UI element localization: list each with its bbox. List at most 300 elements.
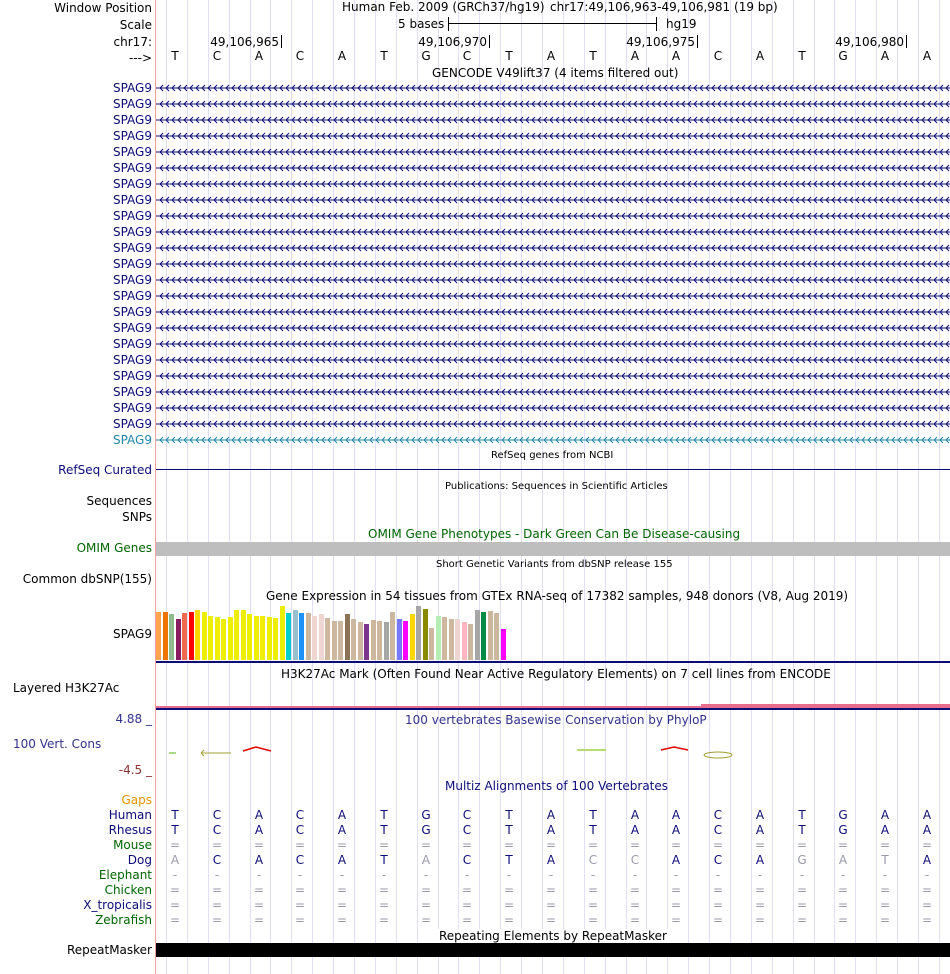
gtex-tissue-bar[interactable]	[325, 618, 330, 660]
h3k27ac-baseline	[156, 708, 950, 710]
alignment-base: =	[921, 838, 933, 852]
snps-track-label[interactable]: SNPs	[122, 510, 152, 524]
gtex-baseline	[156, 661, 950, 663]
alignment-base: =	[420, 838, 432, 852]
alignment-base: -	[339, 868, 345, 882]
alignment-base: =	[921, 898, 933, 912]
alignment-base: =	[253, 898, 265, 912]
alignment-base: =	[336, 883, 348, 897]
gencode-gene-label[interactable]: SPAG9	[112, 241, 152, 255]
gencode-transcript-line[interactable]	[156, 273, 950, 287]
alignment-base: A	[880, 808, 890, 822]
gencode-transcript-line[interactable]	[156, 369, 950, 383]
alignment-base: C	[295, 823, 305, 837]
gencode-gene-label[interactable]: SPAG9	[112, 353, 152, 367]
phylop-track-title: 100 vertebrates Basewise Conservation by PhyloP	[405, 713, 707, 727]
gencode-transcript-line[interactable]	[156, 209, 950, 223]
phylop-max-label: 4.88 _	[115, 712, 152, 726]
alignment-base: =	[420, 898, 432, 912]
sequence-base: C	[295, 49, 305, 63]
alignment-base: =	[879, 883, 891, 897]
gtex-tissue-bar[interactable]	[468, 624, 473, 660]
gtex-tissue-bar[interactable]	[351, 619, 356, 660]
gtex-tissue-bar[interactable]	[364, 624, 369, 660]
alignment-base: =	[378, 838, 390, 852]
species-label: Elephant	[98, 868, 152, 882]
alignment-base: -	[172, 868, 178, 882]
alignment-base: A	[671, 853, 681, 867]
alignment-base: =	[754, 913, 766, 927]
alignment-base: A	[755, 853, 765, 867]
gtex-tissue-bar[interactable]	[293, 610, 298, 660]
gtex-tissue-bar[interactable]	[475, 610, 480, 660]
alignment-base: A	[755, 823, 765, 837]
alignment-base: =	[253, 838, 265, 852]
gencode-gene-label[interactable]: SPAG9	[112, 337, 152, 351]
alignment-base: A	[922, 808, 932, 822]
dbsnp-track-label[interactable]: Common dbSNP(155)	[22, 572, 152, 586]
alignment-base: T	[380, 823, 388, 837]
coordinate-tick-mark	[489, 35, 490, 48]
alignment-base: =	[336, 913, 348, 927]
species-label: Rhesus	[108, 823, 152, 837]
gtex-tissue-bar[interactable]	[163, 612, 168, 660]
alignment-base: =	[503, 913, 515, 927]
gtex-tissue-bar[interactable]	[221, 619, 226, 660]
assembly-text: Human Feb. 2009 (GRCh37/hg19)	[342, 0, 545, 14]
gtex-tissue-bar[interactable]	[332, 621, 337, 660]
gtex-tissue-bar[interactable]	[371, 620, 376, 660]
gencode-gene-label[interactable]: SPAG9	[112, 257, 152, 271]
gencode-transcript-line[interactable]	[156, 193, 950, 207]
gencode-transcript-line[interactable]	[156, 433, 950, 447]
alignment-base: C	[713, 808, 723, 822]
alignment-base: =	[754, 883, 766, 897]
gtex-tissue-bar[interactable]	[377, 621, 382, 660]
alignment-base: =	[461, 913, 473, 927]
alignment-base: C	[713, 853, 723, 867]
gtex-tissue-bar[interactable]	[169, 614, 174, 660]
gtex-tissue-bar[interactable]	[176, 619, 181, 660]
gencode-transcript-line[interactable]	[156, 257, 950, 271]
alignment-base: A	[254, 853, 264, 867]
species-label: Dog	[127, 853, 152, 867]
gencode-transcript-line[interactable]	[156, 81, 950, 95]
alignment-base: -	[214, 868, 220, 882]
alignment-base: G	[838, 823, 848, 837]
alignment-base: =	[629, 913, 641, 927]
gencode-transcript-line[interactable]	[156, 97, 950, 111]
gtex-tissue-bar[interactable]	[488, 611, 493, 660]
alignment-base: =	[211, 883, 223, 897]
alignment-base: =	[169, 913, 181, 927]
species-label: Zebrafish	[95, 913, 152, 927]
refseq-gene-line[interactable]	[156, 469, 950, 470]
alignment-base: -	[840, 868, 846, 882]
refseq-track-label[interactable]: RefSeq Curated	[58, 463, 152, 477]
gencode-gene-label[interactable]: SPAG9	[112, 289, 152, 303]
alignment-base: A	[755, 808, 765, 822]
gtex-tissue-bar[interactable]	[455, 619, 460, 660]
gaps-label: Gaps	[121, 793, 152, 807]
alignment-base: G	[838, 808, 848, 822]
gencode-transcript-line[interactable]	[156, 401, 950, 415]
sequence-base: A	[546, 49, 556, 63]
scale-bar	[448, 17, 657, 31]
gtex-tissue-bar[interactable]	[299, 613, 304, 660]
alignment-base: =	[294, 838, 306, 852]
alignment-base: T	[505, 853, 513, 867]
alignment-base: A	[922, 853, 932, 867]
coordinate-tick-label: 49,106,980	[835, 35, 904, 49]
publications-track-title: Publications: Sequences in Scientific Articles	[445, 481, 668, 492]
gtex-tissue-bar[interactable]	[286, 613, 291, 660]
alignment-base: =	[545, 883, 557, 897]
h3k27ac-track-title: H3K27Ac Mark (Often Found Near Active Regulatory Elements) on 7 cell lines from ENCODE	[281, 667, 831, 681]
alignment-base: A	[421, 853, 431, 867]
alignment-base: =	[670, 883, 682, 897]
alignment-base: =	[712, 898, 724, 912]
alignment-base: =	[378, 898, 390, 912]
alignment-base: -	[924, 868, 930, 882]
alignment-base: =	[378, 883, 390, 897]
gtex-tissue-bar[interactable]	[494, 613, 499, 660]
alignment-base: -	[297, 868, 303, 882]
alignment-base: =	[629, 838, 641, 852]
multiz-track-title: Multiz Alignments of 100 Vertebrates	[445, 779, 669, 793]
gtex-tissue-bar[interactable]	[384, 622, 389, 660]
coordinate-tick-label: 49,106,975	[626, 35, 695, 49]
alignment-base: -	[757, 868, 763, 882]
alignment-base: =	[629, 898, 641, 912]
alignment-base: A	[254, 808, 264, 822]
alignment-base: =	[837, 883, 849, 897]
gtex-track-label[interactable]: SPAG9	[112, 627, 152, 641]
gencode-transcript-line[interactable]	[156, 129, 950, 143]
alignment-base: =	[294, 883, 306, 897]
alignment-base: A	[838, 853, 848, 867]
gtex-tissue-bar[interactable]	[156, 612, 161, 660]
gencode-transcript-line[interactable]	[156, 417, 950, 431]
gtex-tissue-bar[interactable]	[228, 617, 233, 660]
alignment-base: =	[336, 838, 348, 852]
gtex-tissue-bar[interactable]	[312, 616, 317, 660]
h3k27ac-track-label[interactable]: Layered H3K27Ac	[13, 681, 120, 695]
gencode-gene-label[interactable]: SPAG9	[112, 385, 152, 399]
alignment-base: =	[629, 883, 641, 897]
gencode-gene-label[interactable]: SPAG9	[112, 305, 152, 319]
chromosome-label: chr17:	[113, 35, 152, 49]
position-text: chr17:49,106,963-49,106,981 (19 bp)	[550, 0, 778, 14]
track-label-column	[0, 0, 155, 974]
alignment-base: T	[881, 853, 889, 867]
gencode-gene-label[interactable]: SPAG9	[112, 401, 152, 415]
refseq-track-title: RefSeq genes from NCBI	[491, 450, 614, 461]
gencode-transcript-line[interactable]	[156, 353, 950, 367]
gtex-tissue-bar[interactable]	[247, 614, 252, 660]
gencode-gene-label[interactable]: SPAG9	[112, 161, 152, 175]
sequence-base: A	[630, 49, 640, 63]
gtex-tissue-bar[interactable]	[442, 617, 447, 660]
gtex-tissue-bar[interactable]	[358, 622, 363, 660]
alignment-base: C	[462, 823, 472, 837]
coordinate-tick-mark	[697, 35, 698, 48]
gencode-gene-label[interactable]: SPAG9	[112, 369, 152, 383]
alignment-base: =	[378, 913, 390, 927]
alignment-base: -	[799, 868, 805, 882]
phylop-marks	[169, 747, 732, 758]
alignment-base: T	[380, 808, 388, 822]
sequence-base: G	[421, 49, 431, 63]
alignment-base: A	[337, 853, 347, 867]
alignment-base: =	[796, 838, 808, 852]
alignment-base: =	[503, 838, 515, 852]
alignment-base: A	[170, 853, 180, 867]
alignment-base: A	[630, 823, 640, 837]
alignment-base: =	[211, 898, 223, 912]
gencode-transcript-line[interactable]	[156, 385, 950, 399]
gencode-gene-label[interactable]: SPAG9	[112, 129, 152, 143]
gtex-tissue-bar[interactable]	[338, 621, 343, 660]
alignment-base: =	[545, 898, 557, 912]
gtex-tissue-bar[interactable]	[260, 616, 265, 660]
sequences-track-label[interactable]: Sequences	[86, 494, 152, 508]
scale-db-text: hg19	[666, 17, 697, 31]
alignment-base: -	[590, 868, 596, 882]
alignment-base: =	[921, 913, 933, 927]
sequence-base: T	[798, 49, 806, 63]
alignment-base: =	[294, 913, 306, 927]
species-label: X_tropicalis	[83, 898, 152, 912]
gtex-tissue-bar[interactable]	[403, 621, 408, 660]
alignment-base: T	[589, 808, 597, 822]
gencode-gene-label[interactable]: SPAG9	[112, 193, 152, 207]
gtex-tissue-bar[interactable]	[215, 617, 220, 660]
gtex-tissue-bar[interactable]	[182, 613, 187, 660]
alignment-base: -	[464, 868, 470, 882]
gtex-tissue-bar[interactable]	[501, 629, 506, 660]
gencode-transcript-line[interactable]	[156, 241, 950, 255]
track-data-area[interactable]	[156, 0, 950, 974]
alignment-base: A	[922, 823, 932, 837]
gtex-tissue-bar[interactable]	[241, 610, 246, 660]
gencode-transcript-line[interactable]	[156, 321, 950, 335]
alignment-base: =	[921, 883, 933, 897]
alignment-base: T	[798, 823, 806, 837]
gencode-transcript-line[interactable]	[156, 161, 950, 175]
alignment-base: =	[670, 913, 682, 927]
alignment-base: =	[670, 838, 682, 852]
alignment-base: =	[712, 838, 724, 852]
scale-label: Scale	[119, 18, 152, 32]
alignment-base: T	[589, 823, 597, 837]
gtex-track-title: Gene Expression in 54 tissues from GTEx RNA-seq of 17382 samples, 948 donors (V8, Aug 2019)	[266, 589, 849, 603]
alignment-base: -	[673, 868, 679, 882]
gtex-tissue-bar[interactable]	[234, 610, 239, 660]
alignment-base: A	[546, 823, 556, 837]
alignment-base: =	[796, 913, 808, 927]
gtex-tissue-bar[interactable]	[273, 618, 278, 660]
gtex-tissue-bar[interactable]	[306, 613, 311, 660]
alignment-base: =	[754, 838, 766, 852]
sequence-base: A	[922, 49, 932, 63]
dbsnp-track-title: Short Genetic Variants from dbSNP release 155	[436, 559, 673, 570]
gtex-tissue-bar[interactable]	[189, 612, 194, 660]
alignment-base: =	[211, 913, 223, 927]
gtex-tissue-bar[interactable]	[410, 614, 415, 660]
alignment-base: =	[545, 838, 557, 852]
alignment-base: -	[381, 868, 387, 882]
gtex-tissue-bar[interactable]	[254, 616, 259, 660]
coordinate-tick-label: 49,106,970	[418, 35, 487, 49]
gencode-gene-label[interactable]: SPAG9	[112, 433, 152, 447]
gtex-tissue-bar[interactable]	[195, 610, 200, 660]
alignment-base: =	[587, 898, 599, 912]
alignment-base: A	[546, 808, 556, 822]
gtex-tissue-bar[interactable]	[429, 628, 434, 660]
alignment-base: =	[879, 898, 891, 912]
alignment-base: -	[548, 868, 554, 882]
alignment-base: T	[171, 823, 179, 837]
gencode-transcript-line[interactable]	[156, 225, 950, 239]
strand-direction-label: --->	[128, 51, 152, 65]
alignment-base: C	[295, 853, 305, 867]
alignment-base: =	[712, 913, 724, 927]
alignment-base: A	[337, 823, 347, 837]
alignment-base: =	[420, 913, 432, 927]
gencode-gene-label[interactable]: SPAG9	[112, 273, 152, 287]
omim-track-label[interactable]: OMIM Genes	[76, 541, 152, 555]
gencode-gene-label[interactable]: SPAG9	[112, 97, 152, 111]
sequence-base: A	[755, 49, 765, 63]
alignment-base: C	[630, 853, 640, 867]
alignment-base: =	[461, 883, 473, 897]
gtex-tissue-bar[interactable]	[267, 617, 272, 660]
gencode-track-title: GENCODE V49lift37 (4 items filtered out)	[432, 66, 679, 80]
gtex-tissue-bar[interactable]	[345, 614, 350, 660]
alignment-base: -	[256, 868, 262, 882]
sequence-base: T	[171, 49, 179, 63]
species-label: Human	[108, 808, 152, 822]
omim-gene-bar[interactable]	[156, 542, 950, 556]
alignment-base: C	[462, 808, 472, 822]
gencode-gene-label[interactable]: SPAG9	[112, 417, 152, 431]
gtex-tissue-bar[interactable]	[462, 622, 467, 660]
alignment-base: -	[506, 868, 512, 882]
gencode-transcript-line[interactable]	[156, 305, 950, 319]
gencode-transcript-line[interactable]	[156, 113, 950, 127]
alignment-base: =	[336, 898, 348, 912]
alignment-base: C	[462, 853, 472, 867]
gtex-bar-chart[interactable]	[156, 603, 556, 660]
alignment-base: C	[588, 853, 598, 867]
coordinate-tick-mark	[281, 35, 282, 48]
alignment-base: =	[837, 913, 849, 927]
alignment-base: =	[587, 913, 599, 927]
alignment-base: -	[882, 868, 888, 882]
gencode-gene-label[interactable]: SPAG9	[112, 225, 152, 239]
coordinate-tick-mark	[906, 35, 907, 48]
gencode-gene-label[interactable]: SPAG9	[112, 113, 152, 127]
gtex-tissue-bar[interactable]	[390, 612, 395, 660]
alignment-base: C	[295, 808, 305, 822]
alignment-base: =	[712, 883, 724, 897]
alignment-base: =	[253, 913, 265, 927]
alignment-base: A	[880, 823, 890, 837]
alignment-base: =	[879, 838, 891, 852]
sequence-base: A	[254, 49, 264, 63]
alignment-base: =	[211, 838, 223, 852]
coordinate-tick-label: 49,106,965	[210, 35, 279, 49]
alignment-base: C	[713, 823, 723, 837]
alignment-base: -	[715, 868, 721, 882]
species-label: Chicken	[104, 883, 152, 897]
gencode-gene-label[interactable]: SPAG9	[112, 177, 152, 191]
gencode-gene-label[interactable]: SPAG9	[112, 209, 152, 223]
alignment-base: =	[587, 838, 599, 852]
sequence-base: A	[337, 49, 347, 63]
alignment-base: =	[754, 898, 766, 912]
alignment-base: A	[671, 823, 681, 837]
phylop-wiggle[interactable]	[156, 735, 950, 775]
gencode-transcript-line[interactable]	[156, 177, 950, 191]
sequence-base: T	[380, 49, 388, 63]
alignment-base: A	[671, 808, 681, 822]
gtex-tissue-bar[interactable]	[208, 616, 213, 660]
repeatmasker-bar[interactable]	[156, 943, 950, 957]
alignment-base: =	[461, 898, 473, 912]
alignment-base: =	[503, 898, 515, 912]
alignment-base: =	[796, 883, 808, 897]
gencode-transcript-line[interactable]	[156, 337, 950, 351]
phylop-track-label[interactable]: 100 Vert. Cons	[13, 737, 102, 751]
gtex-tissue-bar[interactable]	[423, 609, 428, 660]
alignment-base: C	[212, 823, 222, 837]
alignment-base: =	[169, 898, 181, 912]
alignment-base: G	[797, 853, 807, 867]
gtex-tissue-bar[interactable]	[280, 606, 285, 660]
gtex-tissue-bar[interactable]	[319, 614, 324, 660]
alignment-base: =	[503, 883, 515, 897]
sequence-base: C	[212, 49, 222, 63]
gencode-transcript-line[interactable]	[156, 145, 950, 159]
gtex-tissue-bar[interactable]	[481, 612, 486, 660]
gtex-tissue-bar[interactable]	[449, 619, 454, 660]
species-label: Mouse	[113, 838, 152, 852]
alignment-base: =	[461, 838, 473, 852]
gencode-transcript-line[interactable]	[156, 289, 950, 303]
gtex-tissue-bar[interactable]	[202, 612, 207, 660]
alignment-base: C	[212, 808, 222, 822]
alignment-base: G	[421, 808, 431, 822]
alignment-base: A	[546, 853, 556, 867]
alignment-base: =	[169, 838, 181, 852]
alignment-base: =	[545, 913, 557, 927]
gencode-gene-label[interactable]: SPAG9	[112, 321, 152, 335]
gtex-tissue-bar[interactable]	[416, 606, 421, 660]
repeatmasker-track-title: Repeating Elements by RepeatMasker	[439, 929, 667, 943]
gencode-gene-label[interactable]: SPAG9	[112, 81, 152, 95]
alignment-base: =	[420, 883, 432, 897]
alignment-base: =	[796, 898, 808, 912]
sequence-base: T	[505, 49, 513, 63]
gtex-tissue-bar[interactable]	[436, 616, 441, 660]
gencode-gene-label[interactable]: SPAG9	[112, 145, 152, 159]
repeatmasker-track-label[interactable]: RepeatMasker	[66, 943, 152, 957]
sequence-base: T	[589, 49, 597, 63]
gtex-tissue-bar[interactable]	[397, 619, 402, 660]
alignment-base: =	[169, 883, 181, 897]
